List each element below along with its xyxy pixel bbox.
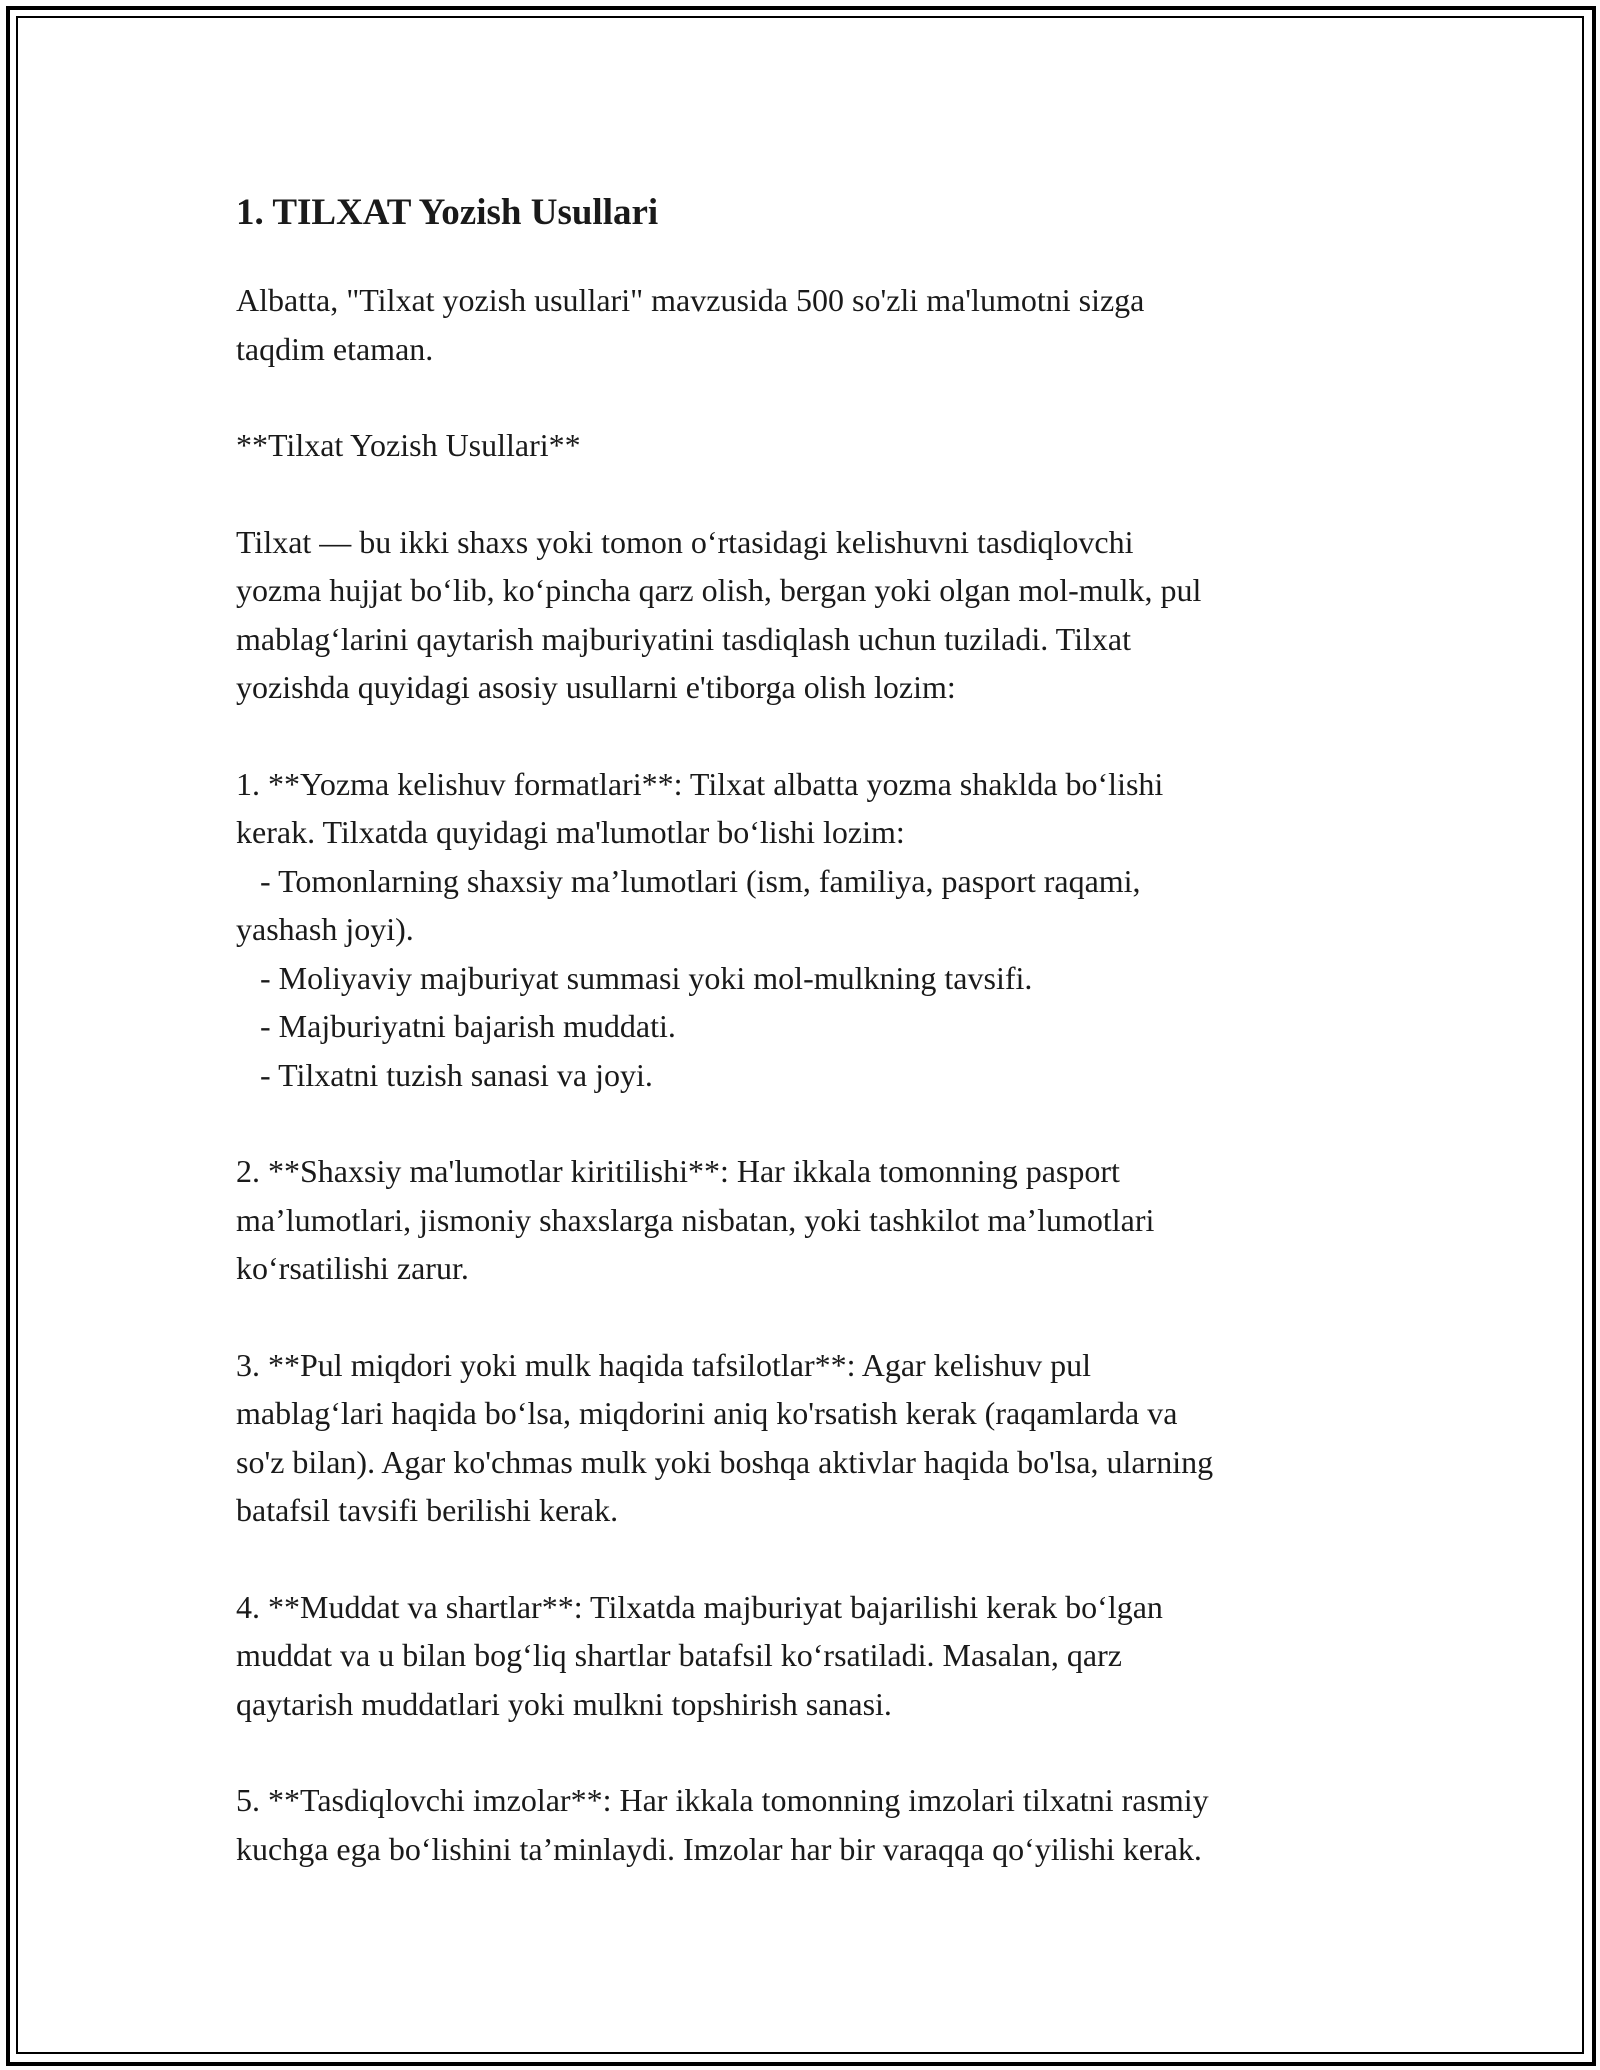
list-item-4: 4. **Muddat va shartlar**: Tilxatda majburiyat bajarilishi kerak boʻlgan muddat va u bilan bogʻliq shartlar batafsil koʻrsatiladi. Masalan, qarz qaytarish muddatlari yoki mulkni topshirish sanasi. [236,1588,1163,1722]
list-item-1: 1. **Yozma kelishuv formatlari**: Tilxat albatta yozma shaklda boʻlishi kerak. Tilxatda quyidagi ma'lumotlar boʻlishi lozim: - Tomonlarning shaxsiy ma’lumotlari (ism, familiya, pasport raqami, yashash joyi). - Moliyaviy majburiyat summasi yoki mol-mulkning tavsifi. - Majburiyatni bajarish muddati. - Tilxatni tuzish sanasi va joyi. [236,765,1164,1093]
document-body [236,188,1376,1873]
list-item-5: 5. **Tasdiqlovchi imzolar**: Har ikkala tomonning imzolari tilxatni rasmiy kuchga ega boʻlishini ta’minlaydi. Imzolar har bir varaqqa qoʻyilishi kerak. [236,1782,1209,1867]
list-item-2: 2. **Shaxsiy ma'lumotlar kiritilishi**: Har ikkala tomonning pasport ma’lumotlari, jismoniy shaxslarga nisbatan, yoki tashkilot ma’lumotlari koʻrsatilishi zarur. [236,1153,1155,1286]
intro-paragraph: Albatta, "Tilxat yozish usullari" mavzusida 500 so'zli ma'lumotni sizga taqdim etaman. [236,282,1145,367]
document-title: 1. TILXAT Yozish Usullari [236,192,659,233]
section-heading: **Tilxat Yozish Usullari** [236,427,581,463]
list-item-3: 3. **Pul miqdori yoki mulk haqida tafsilotlar**: Agar kelishuv pul mablagʻlari haqida boʻlsa, miqdorini aniq ko'rsatish kerak (raqamlarda va so'z bilan). Agar ko'chmas mulk yoki boshqa aktivlar haqida bo'lsa, ularning batafsil tavsifi berilishi kerak. [236,1346,1214,1528]
definition-paragraph: Tilxat — bu ikki shaxs yoki tomon oʻrtasidagi kelishuvni tasdiqlovchi yozma hujjat boʻlib, koʻpincha qarz olish, bergan yoki olgan mol-mulk, pul mablagʻlarini qaytarish majburiyatini tasdiqlash uchun tuziladi. Tilxat yozishda quyidagi asosiy usullarni e'tiborga olish lozim: [236,523,1202,705]
